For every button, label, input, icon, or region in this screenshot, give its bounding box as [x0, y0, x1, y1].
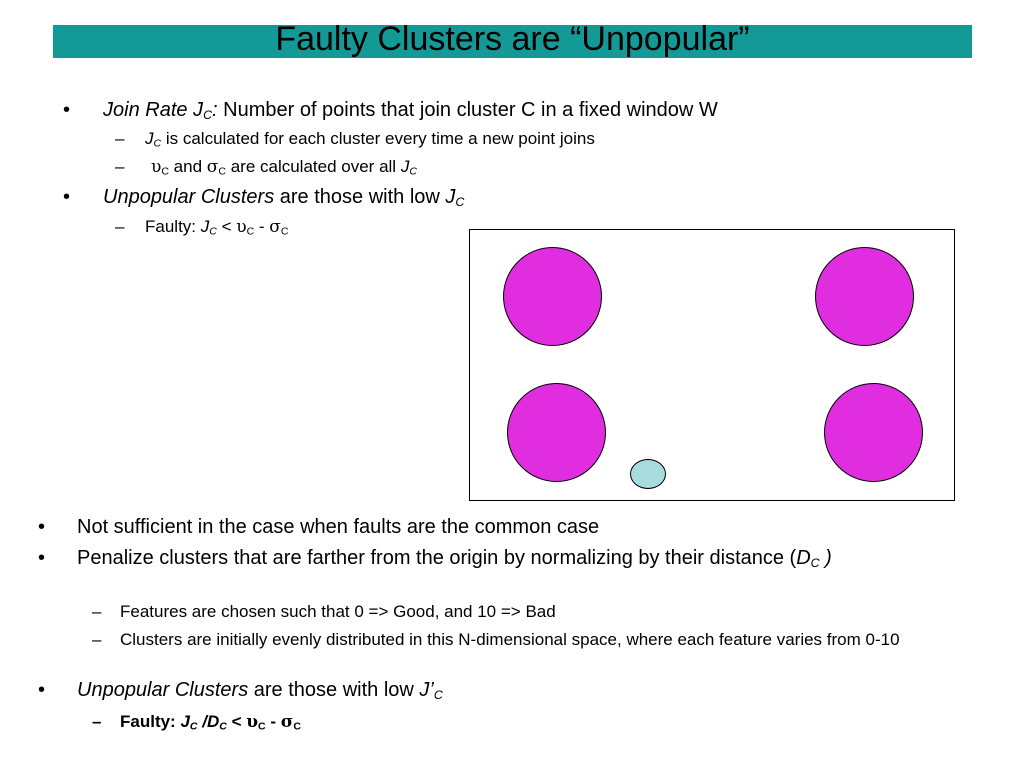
- upsilon-symbol: υ: [246, 712, 259, 732]
- join-rate-text: [103, 98, 718, 122]
- unpopular-clusters-term: Unpopular Clusters: [77, 679, 249, 701]
- faulty-prefix: Faulty:: [120, 712, 181, 731]
- sub-bullet-faulty-normalized: [92, 711, 301, 733]
- jc-calc-text: [145, 128, 595, 149]
- distribution-text: Clusters are initially evenly distributed in this N-dimensional space, where each feature varies from 0-10: [120, 630, 900, 649]
- dash-marker: –: [92, 630, 102, 649]
- dc-subscript: C: [219, 720, 227, 733]
- bottom-bullet-penalize: [38, 546, 938, 570]
- bullet-marker: •: [38, 679, 46, 701]
- jc-subscript: C: [209, 225, 217, 238]
- faulty-prefix: Faulty:: [145, 217, 201, 236]
- sigma-subscript: C: [280, 225, 289, 238]
- upsilon-subscript: C: [246, 225, 255, 238]
- jc-symbol: J: [200, 217, 210, 236]
- sub-bullet-faulty-rule: [115, 216, 289, 238]
- divide-slash: /: [197, 712, 207, 731]
- jc-subscript: C: [455, 195, 465, 210]
- cluster-top-left: [503, 247, 602, 346]
- penalize-text: [77, 546, 937, 570]
- dc-subscript: C: [810, 556, 820, 571]
- sigma-symbol: σ: [206, 157, 219, 177]
- sigma-subscript: C: [218, 165, 226, 178]
- join-rate-subscript: C: [203, 108, 213, 123]
- unpopular-description: are those with low: [274, 186, 446, 208]
- cluster-bottom-right: [824, 383, 923, 482]
- cluster-bottom-left: [507, 383, 606, 482]
- join-rate-colon: :: [212, 99, 218, 121]
- upsilon-subscript: C: [161, 165, 169, 178]
- not-sufficient-text: Not sufficient in the case when faults are the common case: [77, 516, 600, 538]
- cluster-diagram: [469, 229, 955, 501]
- minus-sign: -: [265, 712, 281, 731]
- sub-bullet-distribution: [92, 629, 938, 650]
- dash-marker: –: [115, 217, 125, 236]
- sigma-subscript: C: [293, 720, 301, 733]
- jc-symbol: J: [145, 129, 154, 148]
- dc-symbol: D: [796, 547, 811, 569]
- bottom-bullet-unpopular: [38, 678, 443, 703]
- faulty-rule-text: [145, 216, 289, 238]
- slide-title: Faulty Clusters are “Unpopular”: [275, 20, 750, 58]
- sub-bullet-features: [92, 601, 556, 622]
- dash-marker: –: [115, 157, 125, 176]
- close-paren: ): [819, 547, 832, 569]
- jc-symbol: J: [445, 186, 456, 208]
- penalize-description: Penalize clusters that are farther from the origin by normalizing by their distance (: [77, 547, 797, 569]
- jc-calc-description: is calculated for each cluster every time a new point joins: [161, 129, 595, 148]
- sub-bullet-jc-calculated: [115, 128, 595, 150]
- bullet-marker: •: [63, 99, 71, 121]
- bullet-marker: •: [63, 186, 71, 208]
- less-than: <: [226, 712, 247, 731]
- j-prime-subscript: C: [433, 688, 443, 703]
- dash-marker: –: [115, 129, 125, 148]
- title-bar: [53, 20, 972, 58]
- jc-subscript: C: [153, 137, 162, 150]
- unpopular-text: [103, 185, 464, 209]
- jc-subscript: C: [409, 165, 417, 178]
- dc-symbol: D: [206, 712, 220, 731]
- bullet-marker: •: [38, 547, 46, 569]
- upsilon-subscript: C: [258, 720, 266, 733]
- jc-symbol: J: [400, 157, 410, 176]
- sigma-symbol: σ: [280, 712, 294, 732]
- mean-std-text: [151, 156, 417, 178]
- unpopular-description: are those with low: [248, 679, 420, 701]
- sub-bullet-mean-std: [115, 156, 417, 178]
- dash-marker: –: [92, 602, 102, 621]
- dash-marker: –: [92, 712, 102, 731]
- upsilon-symbol: υ: [151, 157, 162, 177]
- unpopular-normalized-text: [77, 678, 443, 702]
- join-rate-definition: Number of points that join cluster C in a fixed window W: [217, 99, 718, 121]
- sigma-symbol: σ: [269, 217, 281, 237]
- features-text: Features are chosen such that 0 => Good, and 10 => Bad: [120, 602, 556, 621]
- unpopular-clusters-term: Unpopular Clusters: [103, 186, 275, 208]
- minus-sign: -: [254, 217, 270, 236]
- and-word: and: [168, 157, 207, 176]
- bullet-marker: •: [38, 516, 46, 538]
- jc-symbol: J: [180, 712, 190, 731]
- jc-subscript: C: [189, 720, 198, 733]
- bottom-bullet-not-sufficient: [38, 515, 600, 539]
- top-bullet-join-rate: [63, 98, 718, 123]
- less-than: <: [216, 217, 237, 236]
- faulty-normalized-text: [120, 711, 301, 733]
- upsilon-symbol: υ: [236, 217, 247, 237]
- faulty-cluster: [630, 459, 666, 489]
- cluster-top-right: [815, 247, 914, 346]
- join-rate-label: Join Rate J: [103, 99, 204, 121]
- mean-std-description: are calculated over all: [225, 157, 401, 176]
- top-bullet-unpopular: [63, 185, 465, 210]
- j-prime-symbol: J’: [419, 679, 434, 701]
